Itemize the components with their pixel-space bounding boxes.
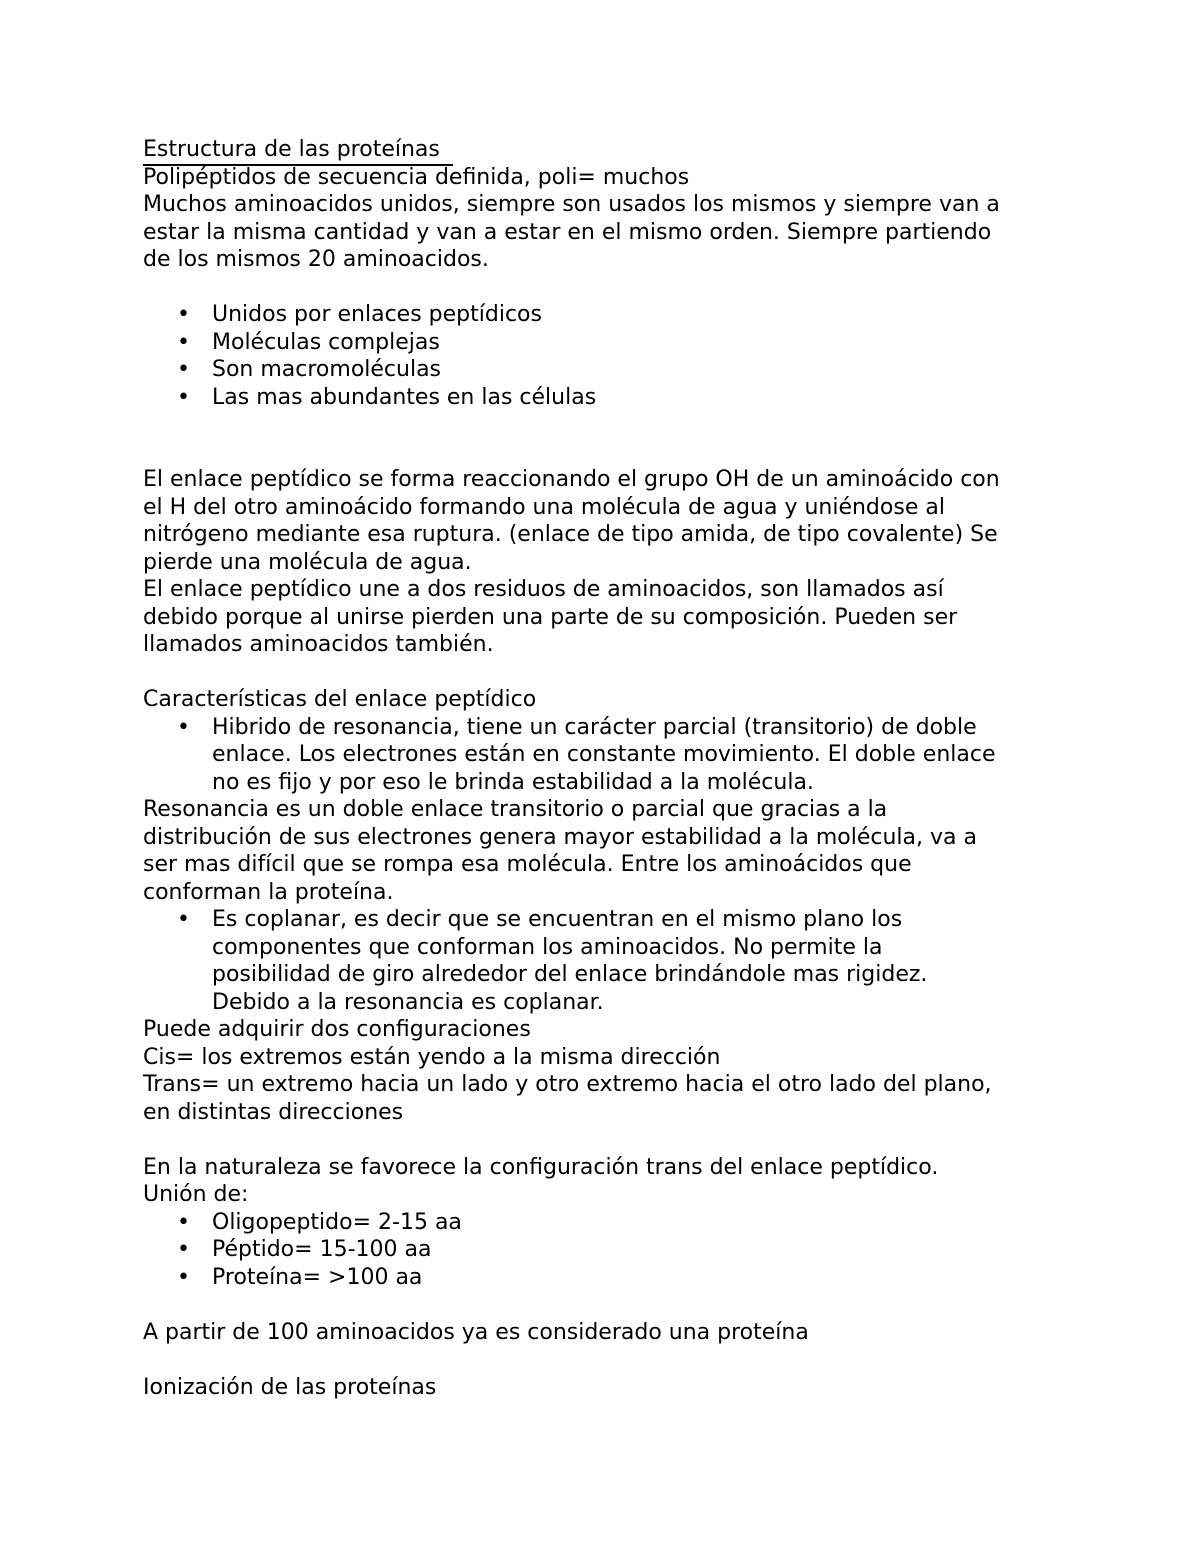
- bullet-item-line: [143, 1264, 1160, 1292]
- bullet-icon: •: [177, 329, 190, 355]
- text-line: de los mismos 20 aminoacidos.: [143, 247, 489, 272]
- text-line: pierde una molécula de agua.: [143, 549, 472, 575]
- bullet-item-line: [143, 301, 1160, 329]
- text-line: distribución de sus electrones genera mayor estabilidad a la molécula, va a: [143, 824, 977, 850]
- blank-line: [143, 1126, 1160, 1154]
- text-line: ser mas difícil que se rompa esa molécula. Entre los aminoácidos que: [143, 852, 912, 877]
- bullet-text: Son macromoléculas: [212, 357, 442, 382]
- bullet-text: componentes que conforman los aminoacidos. No permite la: [212, 934, 883, 960]
- bullet-continuation-line: [143, 741, 1160, 769]
- blank-line: [143, 1346, 1160, 1374]
- bullet-icon: •: [177, 384, 190, 410]
- bullet-text: enlace. Los electrones están en constante movimiento. El doble enlace: [212, 742, 996, 767]
- text-line: El enlace peptídico une a dos residuos de aminoacidos, son llamados así: [143, 577, 944, 602]
- text-line: estar la misma cantidad y van a estar en el mismo orden. Siempre partiendo: [143, 219, 992, 245]
- bullet-icon: •: [177, 714, 190, 740]
- blank-line: [143, 659, 1160, 687]
- bullet-continuation-line: [143, 989, 1160, 1017]
- bullet-text: Oligopeptido= 2-15 aa: [212, 1209, 462, 1235]
- bullet-text: posibilidad de giro alrededor del enlace brindándole mas rigidez.: [212, 962, 928, 987]
- text-line: Resonancia es un doble enlace transitorio o parcial que gracias a la: [143, 797, 888, 822]
- text-line: Ionización de las proteínas: [143, 1374, 437, 1400]
- bullet-text: no es fijo y por eso le brinda estabilidad a la molécula.: [212, 769, 814, 795]
- bullet-icon: •: [177, 1237, 190, 1262]
- document-title: [143, 136, 1160, 164]
- bullet-icon: •: [177, 302, 190, 327]
- blank-line: [143, 274, 1160, 302]
- bullet-text: Las mas abundantes en las células: [212, 384, 597, 410]
- bullet-text: Debido a la resonancia es coplanar.: [212, 989, 604, 1015]
- text-line: el H del otro aminoácido formando una molécula de agua y uniéndose al: [143, 494, 945, 520]
- bullet-continuation-line: [143, 961, 1160, 989]
- text-line: Unión de:: [143, 1182, 249, 1207]
- bullet-item-line: [143, 356, 1160, 384]
- blank-line: [143, 1291, 1160, 1319]
- text-line: Trans= un extremo hacia un lado y otro extremo hacia el otro lado del plano,: [143, 1072, 992, 1097]
- bullet-text: Péptido= 15-100 aa: [212, 1237, 432, 1262]
- text-line: en distintas direcciones: [143, 1099, 404, 1125]
- text-line: Muchos aminoacidos unidos, siempre son usados los mismos y siempre van a: [143, 192, 1000, 217]
- text-line: Cis= los extremos están yendo a la misma dirección: [143, 1044, 721, 1070]
- text-line: nitrógeno mediante esa ruptura. (enlace de tipo amida, de tipo covalente) Se: [143, 522, 998, 547]
- text-line: debido porque al unirse pierden una parte de su composición. Pueden ser: [143, 604, 958, 630]
- bullet-icon: •: [177, 1264, 190, 1290]
- bullet-text: Moléculas complejas: [212, 329, 440, 355]
- bullet-continuation-line: [143, 934, 1160, 962]
- bullet-item-line: [143, 714, 1160, 742]
- bullet-icon: •: [177, 907, 190, 932]
- bullet-item-line: [143, 329, 1160, 357]
- bullet-text: Hibrido de resonancia, tiene un carácter parcial (transitorio) de doble: [212, 714, 977, 740]
- bullet-item-line: [143, 906, 1160, 934]
- text-line: Características del enlace peptídico: [143, 687, 537, 712]
- bullet-text: Unidos por enlaces peptídicos: [212, 302, 542, 327]
- blank-line: [143, 411, 1160, 439]
- text-line: En la naturaleza se favorece la configuración trans del enlace peptídico.: [143, 1154, 939, 1180]
- document-title-text: Estructura de las proteínas: [143, 136, 453, 166]
- text-line: Puede adquirir dos configuraciones: [143, 1017, 531, 1042]
- bullet-continuation-line: [143, 769, 1160, 797]
- text-line: El enlace peptídico se forma reaccionando el grupo OH de un aminoácido con: [143, 467, 1000, 492]
- bullet-text: Es coplanar, es decir que se encuentran en el mismo plano los: [212, 907, 903, 932]
- text-line: A partir de 100 aminoacidos ya es considerado una proteína: [143, 1319, 809, 1345]
- bullet-icon: •: [177, 357, 190, 382]
- text-line: llamados aminoacidos también.: [143, 632, 494, 657]
- text-line: conforman la proteína.: [143, 879, 394, 905]
- bullet-icon: •: [177, 1209, 190, 1235]
- text-line: Polipéptidos de secuencia definida, poli= muchos: [143, 164, 690, 190]
- bullet-item-line: [143, 384, 1160, 412]
- bullet-item-line: [143, 1236, 1160, 1264]
- blank-line: [143, 439, 1160, 467]
- bullet-text: Proteína= >100 aa: [212, 1264, 423, 1290]
- bullet-item-line: [143, 1209, 1160, 1237]
